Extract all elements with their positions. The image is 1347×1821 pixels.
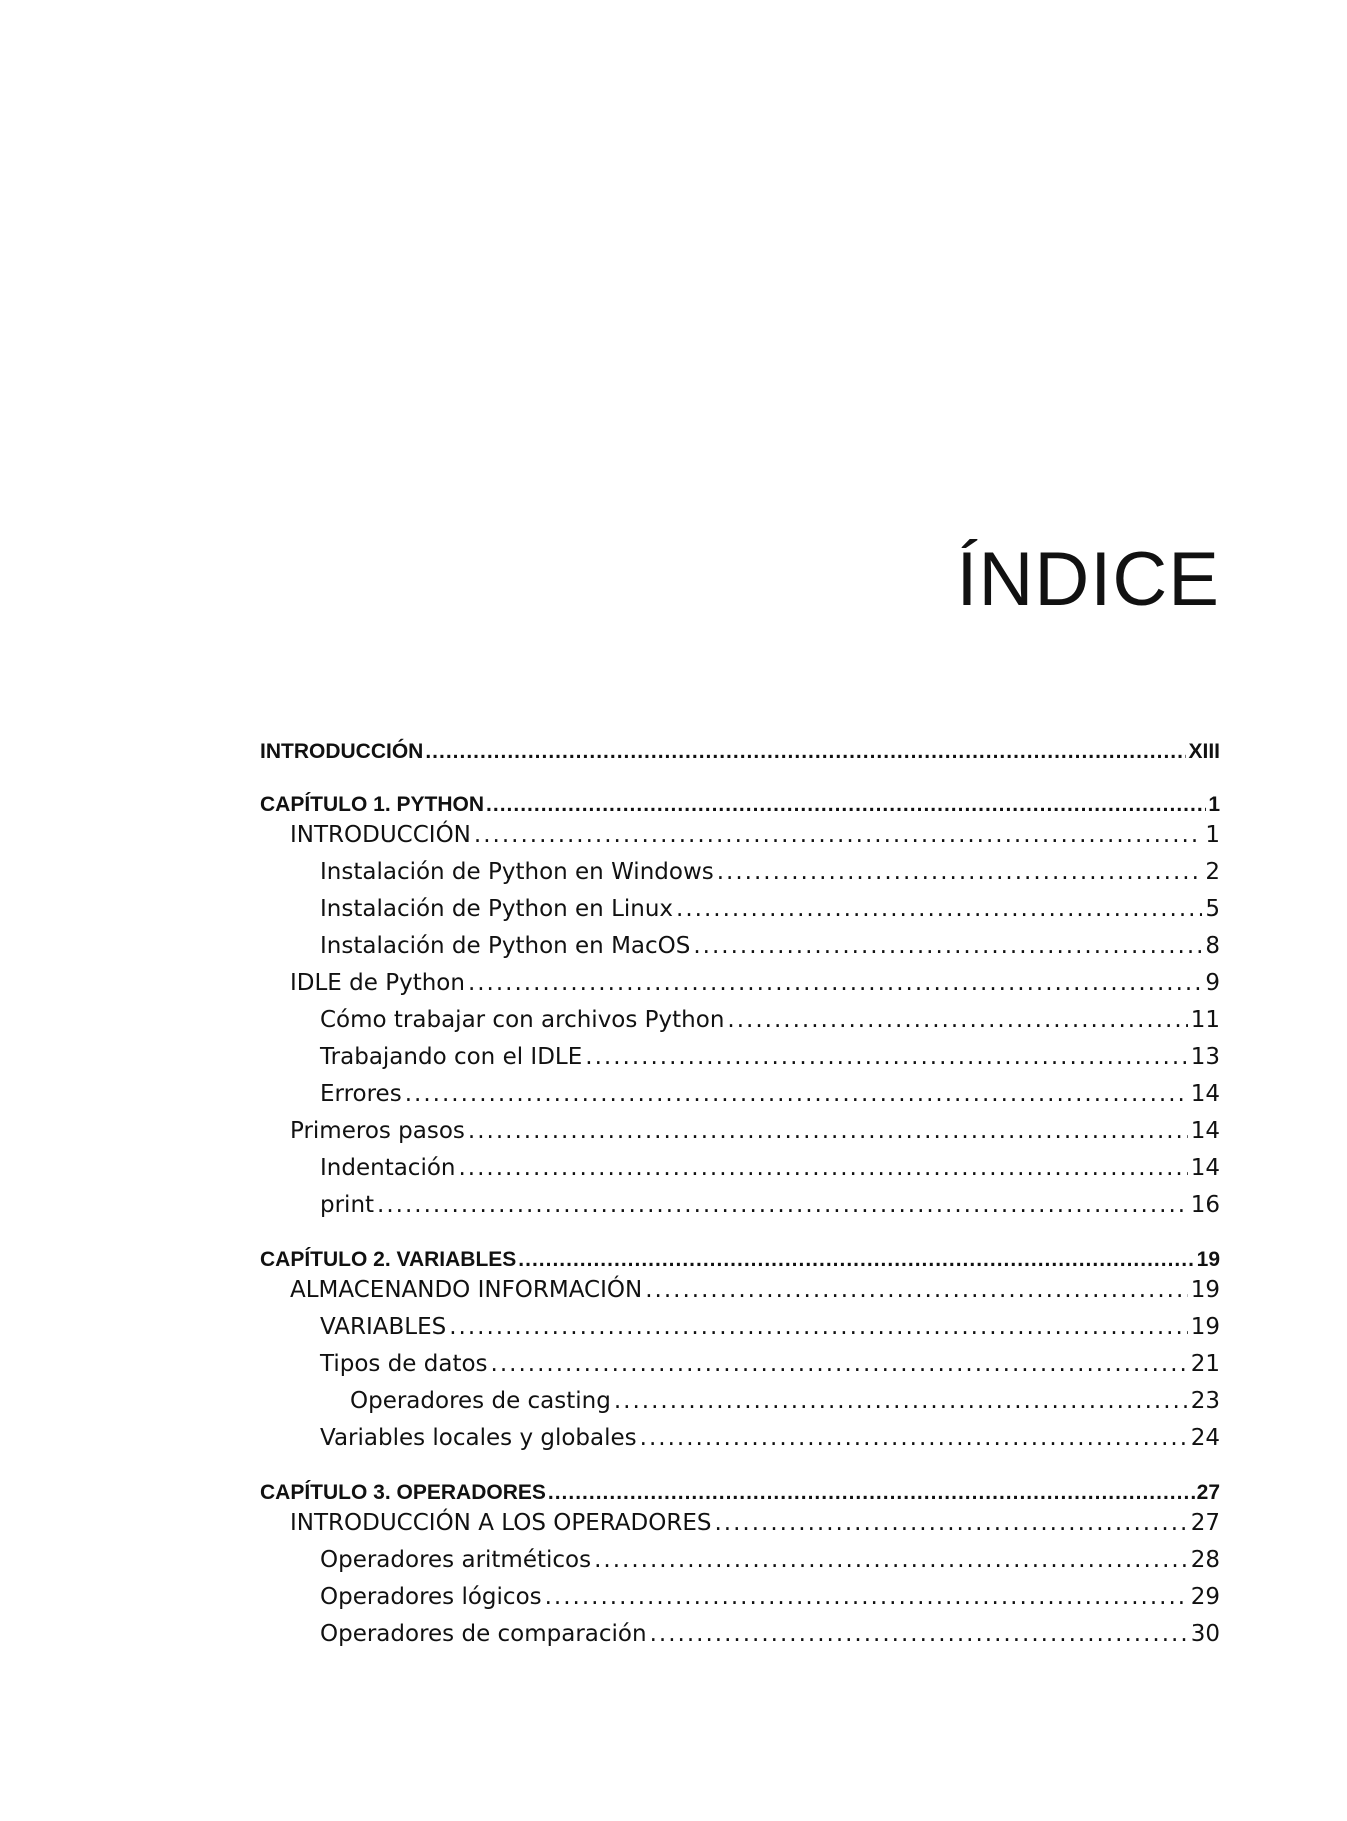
toc-entry-label: print: [320, 1192, 375, 1218]
dot-leader: [727, 1003, 1187, 1037]
toc-entry-page: 19: [1190, 1314, 1220, 1340]
dot-leader: [614, 1384, 1188, 1418]
toc-entry-label: CAPÍTULO 2. VARIABLES: [260, 1248, 517, 1271]
toc-entry-page: 5: [1205, 896, 1220, 922]
dot-leader: [585, 1040, 1187, 1074]
toc-entry-page: 11: [1190, 1007, 1220, 1033]
page-title: ÍNDICE: [956, 537, 1220, 622]
toc-entry-label: CAPÍTULO 1. PYTHON: [260, 793, 485, 816]
dot-leader: [491, 1347, 1188, 1381]
toc-entry-label: Variables locales y globales: [320, 1425, 637, 1451]
dot-leader: [714, 1506, 1187, 1540]
dot-leader: [645, 1273, 1188, 1307]
toc-entry-label: Operadores aritméticos: [320, 1547, 592, 1573]
toc-entry[interactable]: [320, 929, 1220, 963]
toc-entry-page: 24: [1190, 1425, 1220, 1451]
toc-entry[interactable]: [320, 1040, 1220, 1074]
toc-entry-label: Tipos de datos: [320, 1351, 488, 1377]
toc-entry-label: Indentación: [320, 1155, 456, 1181]
toc-entry-page: 13: [1190, 1044, 1220, 1070]
toc-entry-label: Errores: [320, 1081, 402, 1107]
toc-entry-label: ALMACENANDO INFORMACIÓN: [290, 1277, 643, 1303]
dot-leader: [449, 1310, 1187, 1344]
toc-entry[interactable]: [320, 1421, 1220, 1455]
toc-entry[interactable]: [290, 966, 1220, 1000]
toc-entry-label: IDLE de Python: [290, 970, 465, 996]
toc-entry[interactable]: [290, 1506, 1220, 1540]
toc-entry-label: Operadores de comparación: [320, 1621, 647, 1647]
dot-leader: [640, 1421, 1188, 1455]
dot-leader: [458, 1151, 1187, 1185]
toc-entry[interactable]: [320, 855, 1220, 889]
dot-leader: [405, 1077, 1188, 1111]
dot-leader: [548, 1478, 1195, 1508]
toc-entry[interactable]: [350, 1384, 1220, 1418]
toc-entry-page: 1: [1208, 793, 1220, 816]
toc-entry[interactable]: [320, 1151, 1220, 1185]
toc-entry-label: Primeros pasos: [290, 1118, 465, 1144]
toc-entry[interactable]: [290, 1273, 1220, 1307]
toc-entry-page: 28: [1190, 1547, 1220, 1573]
toc-entry-page: 9: [1205, 970, 1220, 996]
toc-entry-page: 14: [1190, 1155, 1220, 1181]
toc-entry-page: XIII: [1188, 740, 1220, 763]
toc-entry-page: 19: [1196, 1248, 1220, 1271]
toc-entry-page: 27: [1196, 1481, 1220, 1504]
dot-leader: [518, 1245, 1194, 1275]
toc-entry-label: CAPÍTULO 3. OPERADORES: [260, 1481, 546, 1504]
dot-leader: [545, 1580, 1188, 1614]
dot-leader: [717, 855, 1203, 889]
toc-entry-introduccion[interactable]: [260, 737, 1220, 771]
toc-entry[interactable]: [320, 1617, 1220, 1651]
toc-entry-page: 29: [1190, 1584, 1220, 1610]
dot-leader: [594, 1543, 1188, 1577]
toc-entry-label: VARIABLES: [320, 1314, 447, 1340]
dot-leader: [693, 929, 1202, 963]
toc-entry-page: 21: [1190, 1351, 1220, 1377]
dot-leader: [650, 1617, 1188, 1651]
toc-entry[interactable]: [320, 892, 1220, 926]
dot-leader: [468, 966, 1202, 1000]
toc-entry[interactable]: [320, 1543, 1220, 1577]
toc-entry-label: Instalación de Python en Windows: [320, 859, 714, 885]
dot-leader: [377, 1188, 1188, 1222]
toc-entry-page: 27: [1190, 1510, 1220, 1536]
toc-entry-page: 30: [1190, 1621, 1220, 1647]
toc-entry-label: INTRODUCCIÓN: [290, 822, 471, 848]
toc-entry[interactable]: [290, 818, 1220, 852]
toc-entry-page: 14: [1190, 1081, 1220, 1107]
toc-entry[interactable]: [290, 1114, 1220, 1148]
toc-entry[interactable]: [320, 1188, 1220, 1222]
toc-entry-label: Instalación de Python en Linux: [320, 896, 674, 922]
dot-leader: [468, 1114, 1188, 1148]
dot-leader: [486, 790, 1206, 820]
toc-entry-page: 8: [1205, 933, 1220, 959]
dot-leader: [425, 737, 1186, 767]
toc-entry[interactable]: [320, 1310, 1220, 1344]
toc-entry[interactable]: [320, 1003, 1220, 1037]
toc-entry-label: Operadores lógicos: [320, 1584, 542, 1610]
toc-entry-label: INTRODUCCIÓN A LOS OPERADORES: [290, 1510, 712, 1536]
toc-entry[interactable]: [320, 1077, 1220, 1111]
toc-entry[interactable]: [320, 1580, 1220, 1614]
dot-leader: [474, 818, 1202, 852]
toc-entry-page: 19: [1190, 1277, 1220, 1303]
toc-entry-label: Instalación de Python en MacOS: [320, 933, 691, 959]
toc-entry-label: INTRODUCCIÓN: [260, 740, 424, 763]
toc-entry[interactable]: [320, 1347, 1220, 1381]
toc-entry-label: Cómo trabajar con archivos Python: [320, 1007, 725, 1033]
toc-entry-page: 2: [1205, 859, 1220, 885]
toc-entry-page: 1: [1205, 822, 1220, 848]
toc-entry-label: Trabajando con el IDLE: [320, 1044, 583, 1070]
toc-entry-page: 23: [1190, 1388, 1220, 1414]
toc-entry-page: 16: [1190, 1192, 1220, 1218]
toc-entry-page: 14: [1190, 1118, 1220, 1144]
dot-leader: [676, 892, 1202, 926]
toc-entry-label: Operadores de casting: [350, 1388, 611, 1414]
